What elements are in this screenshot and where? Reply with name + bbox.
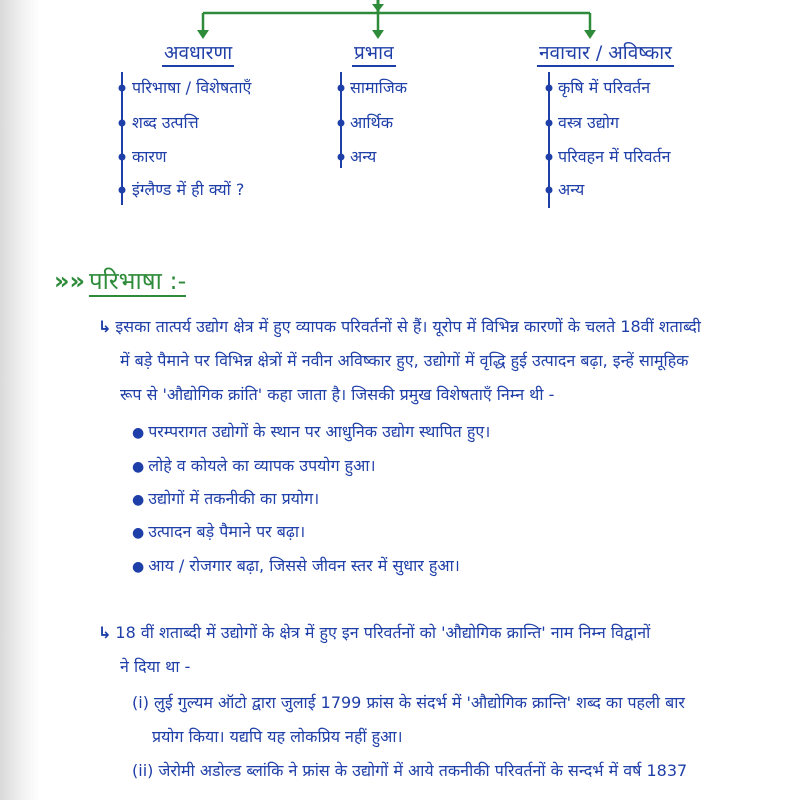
definition-title: परिभाषा :- [89,267,187,295]
innovation-item-1: कृषि में परिवर्तन [558,78,651,97]
tree-trunk-arrow [372,4,384,12]
tree-drop-arrow-2 [372,30,384,39]
concept-item-4: इंग्लैण्ड में ही क्यों ? [132,180,245,199]
impact-item-1: सामाजिक [350,78,407,97]
page-edge-shadow [0,0,40,800]
concept-item-1: परिभाषा / विशेषताएँ [132,78,252,97]
double-chevron-icon: »» [54,267,86,295]
concept-item-3: कारण [132,147,167,166]
scholar-1-line-2: प्रयोग किया। यद्यपि यह लोकप्रिय नहीं हुआ। [152,727,403,746]
bullet-dot-icon: ● [132,459,145,475]
para1-line-3: रूप से 'औद्योगिक क्रांति' कहा जाता है। जिसकी प्रमुख विशेषताएँ निम्न थी - [120,385,555,404]
innovation-item-2: वस्त्र उद्योग [558,113,620,132]
notes-page [40,0,800,800]
innovation-item-3: परिवहन में परिवर्तन [558,147,671,166]
bullet-dot-icon: ● [132,559,145,575]
para1-line-2: में बड़े पैमाने पर विभिन्न क्षेत्रों में नवीन अविष्कार हुए, उद्योगों में वृद्धि हुई उत्पादन बढ़ा, इन्हें सामूहिक [120,351,689,370]
heading-innovation: नवाचार / अविष्कार [537,42,674,67]
feature-item-3: ● उद्योगों में तकनीकी का प्रयोग। [132,489,320,508]
impact-item-3: अन्य [350,147,377,166]
feature-item-5: ● आय / रोजगार बढ़ा, जिससे जीवन स्तर में सुधार हुआ। [132,556,460,575]
tree-drop-arrow-1 [197,30,209,39]
bullet-dot-icon: ● [132,425,145,441]
heading-impact: प्रभाव [352,42,396,67]
innovation-item-4: अन्य [558,180,585,199]
heading-concept: अवधारणा [162,42,234,67]
impact-item-2: आर्थिक [350,113,394,132]
concept-item-2: शब्द उत्पत्ति [132,113,199,132]
scholar-2-line-1: (ii) जेरोमी अडोल्ड ब्लांकि ने फ्रांस के उद्योगों में आये तकनीकी परिवर्तनों के सन्दर्भ में वर्ष 1837 [132,761,688,780]
tree-drop-arrow-3 [584,30,596,39]
bullet-dot-icon: ● [132,525,145,541]
hook-arrow-icon: ↳ [98,317,112,336]
bullet-dot-icon: ● [132,492,145,508]
para2-line-1: ↳ 18 वीं शताब्दी में उद्योगों के क्षेत्र में हुए इन परिवर्तनों को 'औद्योगिक क्रान्ति' नाम निम्न विद्वानों [98,623,651,642]
feature-item-1: ● परम्परागत उद्योगों के स्थान पर आधुनिक उद्योग स्थापित हुए। [132,422,491,441]
para1-line-1: ↳ इसका तात्पर्य उद्योग क्षेत्र में हुए व्यापक परिवर्तनों से हैं। यूरोप में विभिन्न कारणों के चलते 18वीं शताब्दी [98,317,701,336]
para2-line-2: ने दिया था - [120,657,191,676]
definition-heading [54,266,186,296]
feature-item-4: ● उत्पादन बड़े पैमाने पर बढ़ा। [132,522,306,541]
feature-item-2: ● लोहे व कोयले का व्यापक उपयोग हुआ। [132,456,376,475]
scholar-1-line-1: (i) लुई गुल्यम ऑटो द्वारा जुलाई 1799 फ्रांस के संदर्भ में 'औद्योगिक क्रान्ति' शब्द का पहली बार [132,693,685,712]
hook-arrow-icon: ↳ [98,623,112,642]
